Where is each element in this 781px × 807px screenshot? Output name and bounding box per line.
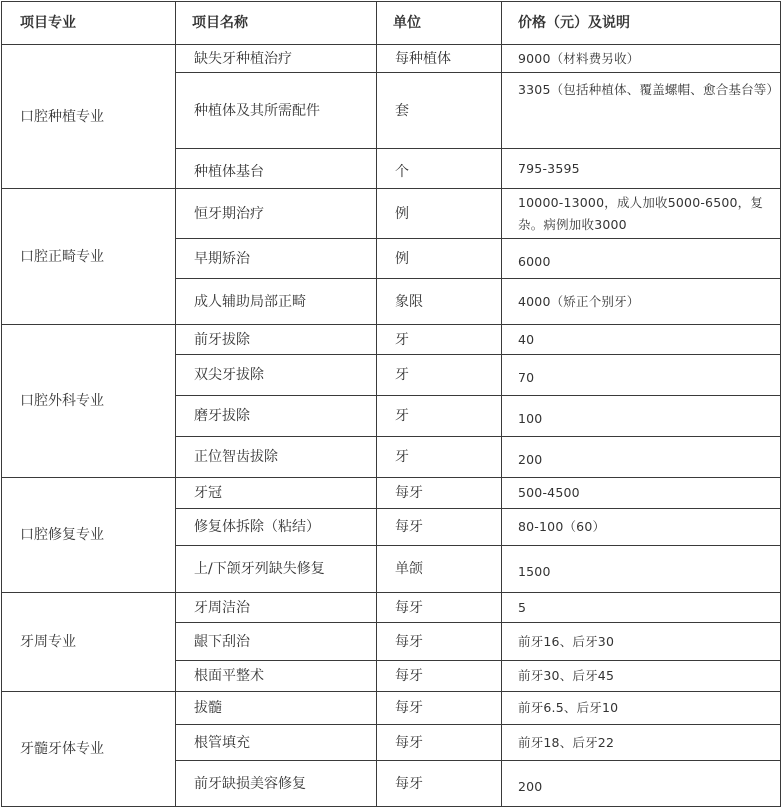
- table-row: [2, 325, 781, 355]
- item-unit: 每牙: [377, 478, 502, 509]
- header-row: [2, 2, 781, 45]
- item-unit: 牙: [377, 437, 502, 478]
- specialty-cell: 牙髓牙体专业: [2, 692, 176, 807]
- item-price: 40: [502, 325, 781, 355]
- item-price: 200: [502, 761, 781, 807]
- item-price: 前牙30、后牙45: [502, 661, 781, 692]
- price-table: [1, 1, 781, 807]
- item-unit: 单颌: [377, 546, 502, 593]
- item-name: 磨牙拔除: [176, 396, 377, 437]
- header-name: 项目名称: [176, 2, 377, 45]
- table-row: [2, 692, 781, 725]
- item-price: 3305（包括种植体、覆盖螺帽、愈合基台等）: [502, 73, 781, 149]
- item-name: 种植体基台: [176, 149, 377, 189]
- item-unit: 例: [377, 239, 502, 279]
- item-unit: 套: [377, 73, 502, 149]
- specialty-cell: 口腔外科专业: [2, 325, 176, 478]
- item-unit: 象限: [377, 279, 502, 325]
- item-name: 前牙缺损美容修复: [176, 761, 377, 807]
- item-name: 龈下刮治: [176, 623, 377, 661]
- item-price: 4000（矫正个别牙）: [502, 279, 781, 325]
- header-price: 价格（元）及说明: [502, 2, 781, 45]
- item-name: 种植体及其所需配件: [176, 73, 377, 149]
- item-name: 根管填充: [176, 725, 377, 761]
- item-price: 500-4500: [502, 478, 781, 509]
- item-unit: 每牙: [377, 692, 502, 725]
- item-unit: 每牙: [377, 593, 502, 623]
- item-name: 牙周洁治: [176, 593, 377, 623]
- item-name: 早期矫治: [176, 239, 377, 279]
- specialty-cell: 牙周专业: [2, 593, 176, 692]
- item-unit: 例: [377, 189, 502, 239]
- item-price: 80-100（60）: [502, 509, 781, 546]
- item-name: 上/下颌牙列缺失修复: [176, 546, 377, 593]
- item-name: 拔髓: [176, 692, 377, 725]
- item-price: 100: [502, 396, 781, 437]
- table-row: [2, 189, 781, 239]
- item-name: 根面平整术: [176, 661, 377, 692]
- item-unit: 牙: [377, 325, 502, 355]
- item-name: 修复体拆除（粘结）: [176, 509, 377, 546]
- item-price: 1500: [502, 546, 781, 593]
- item-unit: 牙: [377, 396, 502, 437]
- item-unit: 个: [377, 149, 502, 189]
- header-specialty: 项目专业: [2, 2, 176, 45]
- item-price: 9000（材料费另收）: [502, 45, 781, 73]
- item-unit: 牙: [377, 355, 502, 396]
- item-name: 正位智齿拔除: [176, 437, 377, 478]
- item-name: 双尖牙拔除: [176, 355, 377, 396]
- specialty-cell: 口腔种植专业: [2, 45, 176, 189]
- item-price: 200: [502, 437, 781, 478]
- item-unit: 每种植体: [377, 45, 502, 73]
- table-row: [2, 593, 781, 623]
- item-price: 前牙16、后牙30: [502, 623, 781, 661]
- item-name: 缺失牙种植治疗: [176, 45, 377, 73]
- item-name: 成人辅助局部正畸: [176, 279, 377, 325]
- item-name: 前牙拔除: [176, 325, 377, 355]
- item-price: 10000-13000，成人加收5000-6500，复杂。病例加收3000: [502, 189, 781, 239]
- item-unit: 每牙: [377, 725, 502, 761]
- item-price: 前牙18、后牙22: [502, 725, 781, 761]
- table-row: [2, 478, 781, 509]
- item-price: 795-3595: [502, 149, 781, 189]
- item-name: 牙冠: [176, 478, 377, 509]
- item-price: 70: [502, 355, 781, 396]
- item-unit: 每牙: [377, 661, 502, 692]
- specialty-cell: 口腔修复专业: [2, 478, 176, 593]
- header-unit: 单位: [377, 2, 502, 45]
- item-price: 6000: [502, 239, 781, 279]
- item-unit: 每牙: [377, 623, 502, 661]
- specialty-cell: 口腔正畸专业: [2, 189, 176, 325]
- item-unit: 每牙: [377, 761, 502, 807]
- item-price: 前牙6.5、后牙10: [502, 692, 781, 725]
- table-row: [2, 45, 781, 73]
- item-name: 恒牙期治疗: [176, 189, 377, 239]
- item-price: 5: [502, 593, 781, 623]
- item-unit: 每牙: [377, 509, 502, 546]
